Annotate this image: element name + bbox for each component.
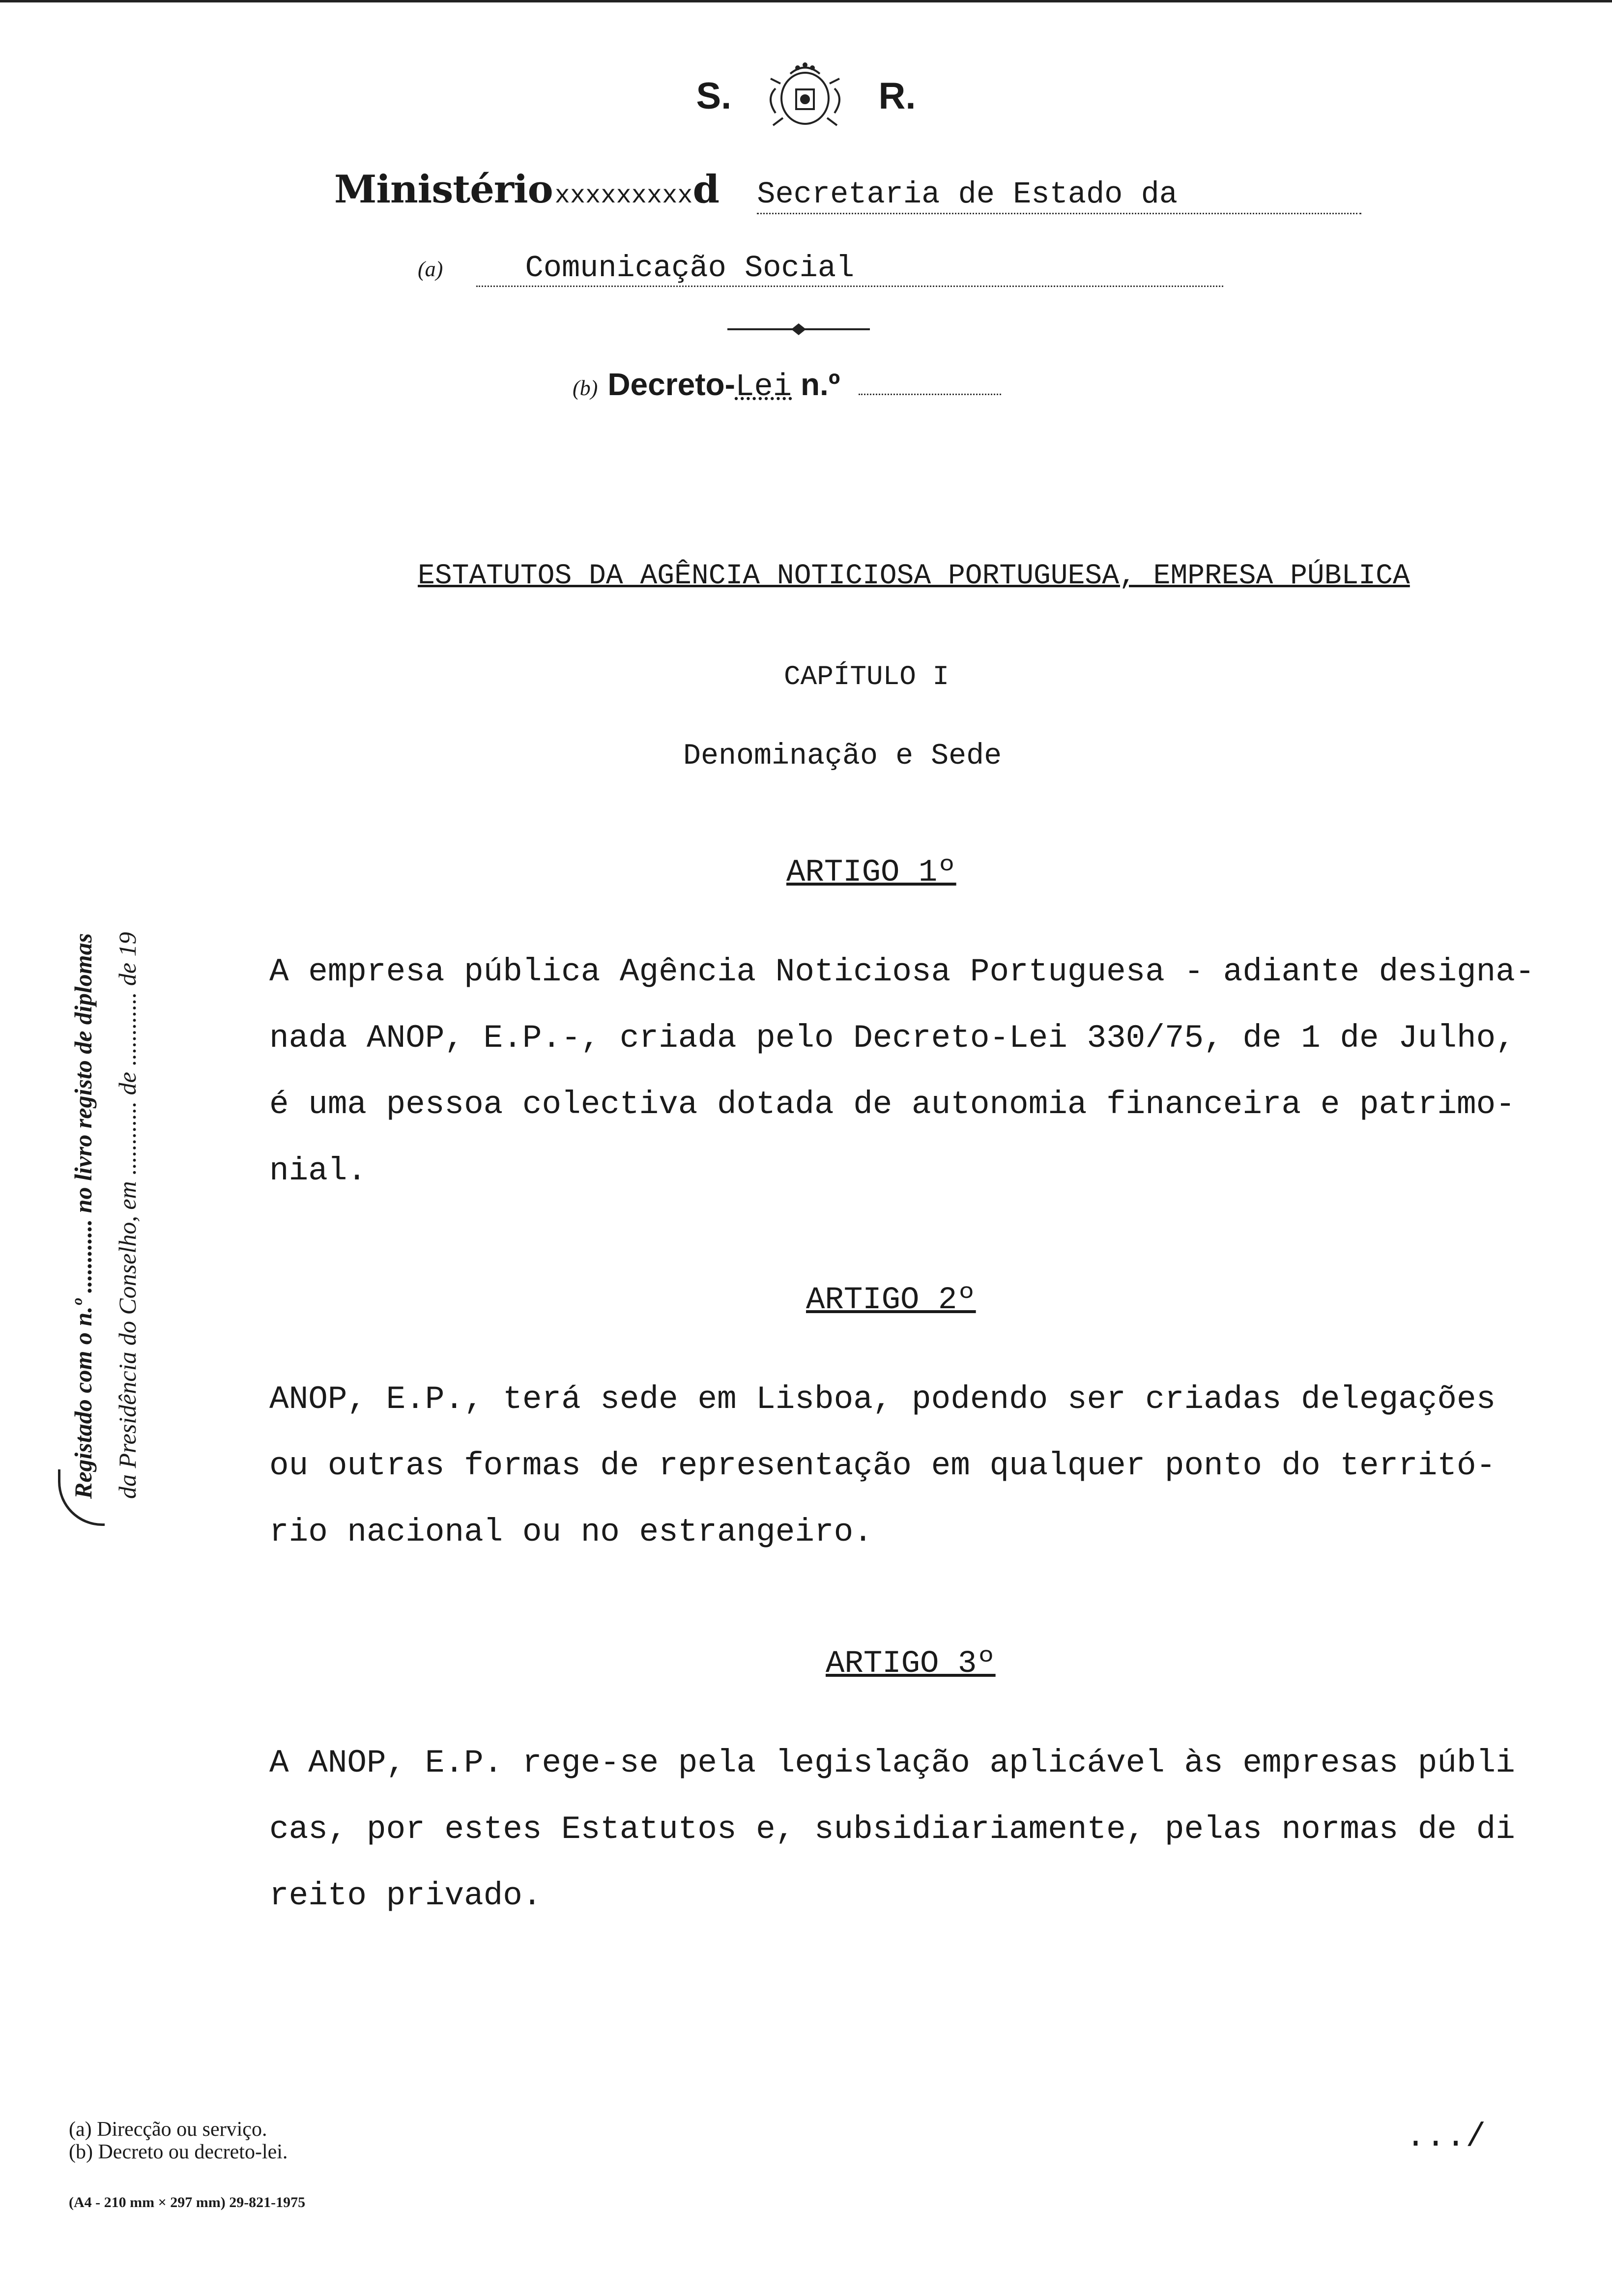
chapter-heading: CAPÍTULO I [784,661,950,692]
decree-line [573,366,1001,405]
service-line [418,251,1223,287]
decree-suffix: n.º [792,367,840,402]
decree-label: (b) [573,376,598,400]
service-value: Comunicação Social [476,251,1223,287]
document-title: ESTATUTOS DA AGÊNCIA NOTICIOSA PORTUGUESA, EMPRESA PÚBLICA [418,560,1410,592]
decree-number-blank [859,394,1001,395]
header-right-letter: R. [878,75,916,117]
article-2-heading: ARTIGO 2º [806,1283,976,1318]
decree-lei: Lei [735,370,792,405]
ministry-overstrike: xxxxxxxxx [554,181,693,210]
footnote-b: (b) Decreto ou decreto-lei. [69,2141,288,2163]
article-1-text: A empresa pública Agência Noticiosa Portuguesa - adiante designa- nada ANOP, E.P.-, criada pelo Decreto-Lei 330/75, de 1 de Julho, é uma pessoa colectiva dotada de autonomia financeira e patrimo- nial. [269,953,1535,1189]
footnotes [69,2118,288,2163]
ministry-struck-suffix: d [692,167,720,212]
article-3-heading: ARTIGO 3º [826,1646,996,1682]
coat-of-arms-icon [761,59,849,133]
article-1-heading: ARTIGO 1º [786,855,956,890]
header-left-letter: S. [696,75,732,117]
form-reference: (A4 - 210 mm × 297 mm) 29-821-1975 [69,2194,306,2210]
chapter-subtitle: Denominação e Sede [683,740,1002,773]
ministry-struck-label: Ministério [334,167,553,212]
ministry-line [334,167,1361,214]
article-3-text: A ANOP, E.P. rege-se pela legislação aplicável às empresas públi cas, por estes Estatutos e, subsidiariamente, pelas normas de di reito privado. [269,1745,1515,1914]
ministry-value: Secretaria de Estado da [757,177,1361,214]
footnote-a: (a) Direcção ou serviço. [69,2118,267,2141]
side-registry-line-1: Registado com o n.º ............ no livro registo de diplomas [69,933,97,1499]
divider-ornament [727,322,870,337]
side-registry [59,580,147,1499]
service-label: (a) [418,257,443,281]
page-top-border [0,0,1612,2]
side-bracket [58,1469,105,1526]
decree-prefix: Decreto- [607,367,735,402]
continued-marker: .../ [1406,2118,1486,2156]
article-2-text: ANOP, E.P., terá sede em Lisboa, podendo ser criadas delegações ou outras formas de representação em qualquer ponto do territó- rio nacional ou no estrangeiro. [269,1381,1496,1550]
header-crest-row [0,59,1612,133]
side-registry-line-2: da Presidência do Conselho, em ............ de ............ de 19 [114,932,141,1499]
